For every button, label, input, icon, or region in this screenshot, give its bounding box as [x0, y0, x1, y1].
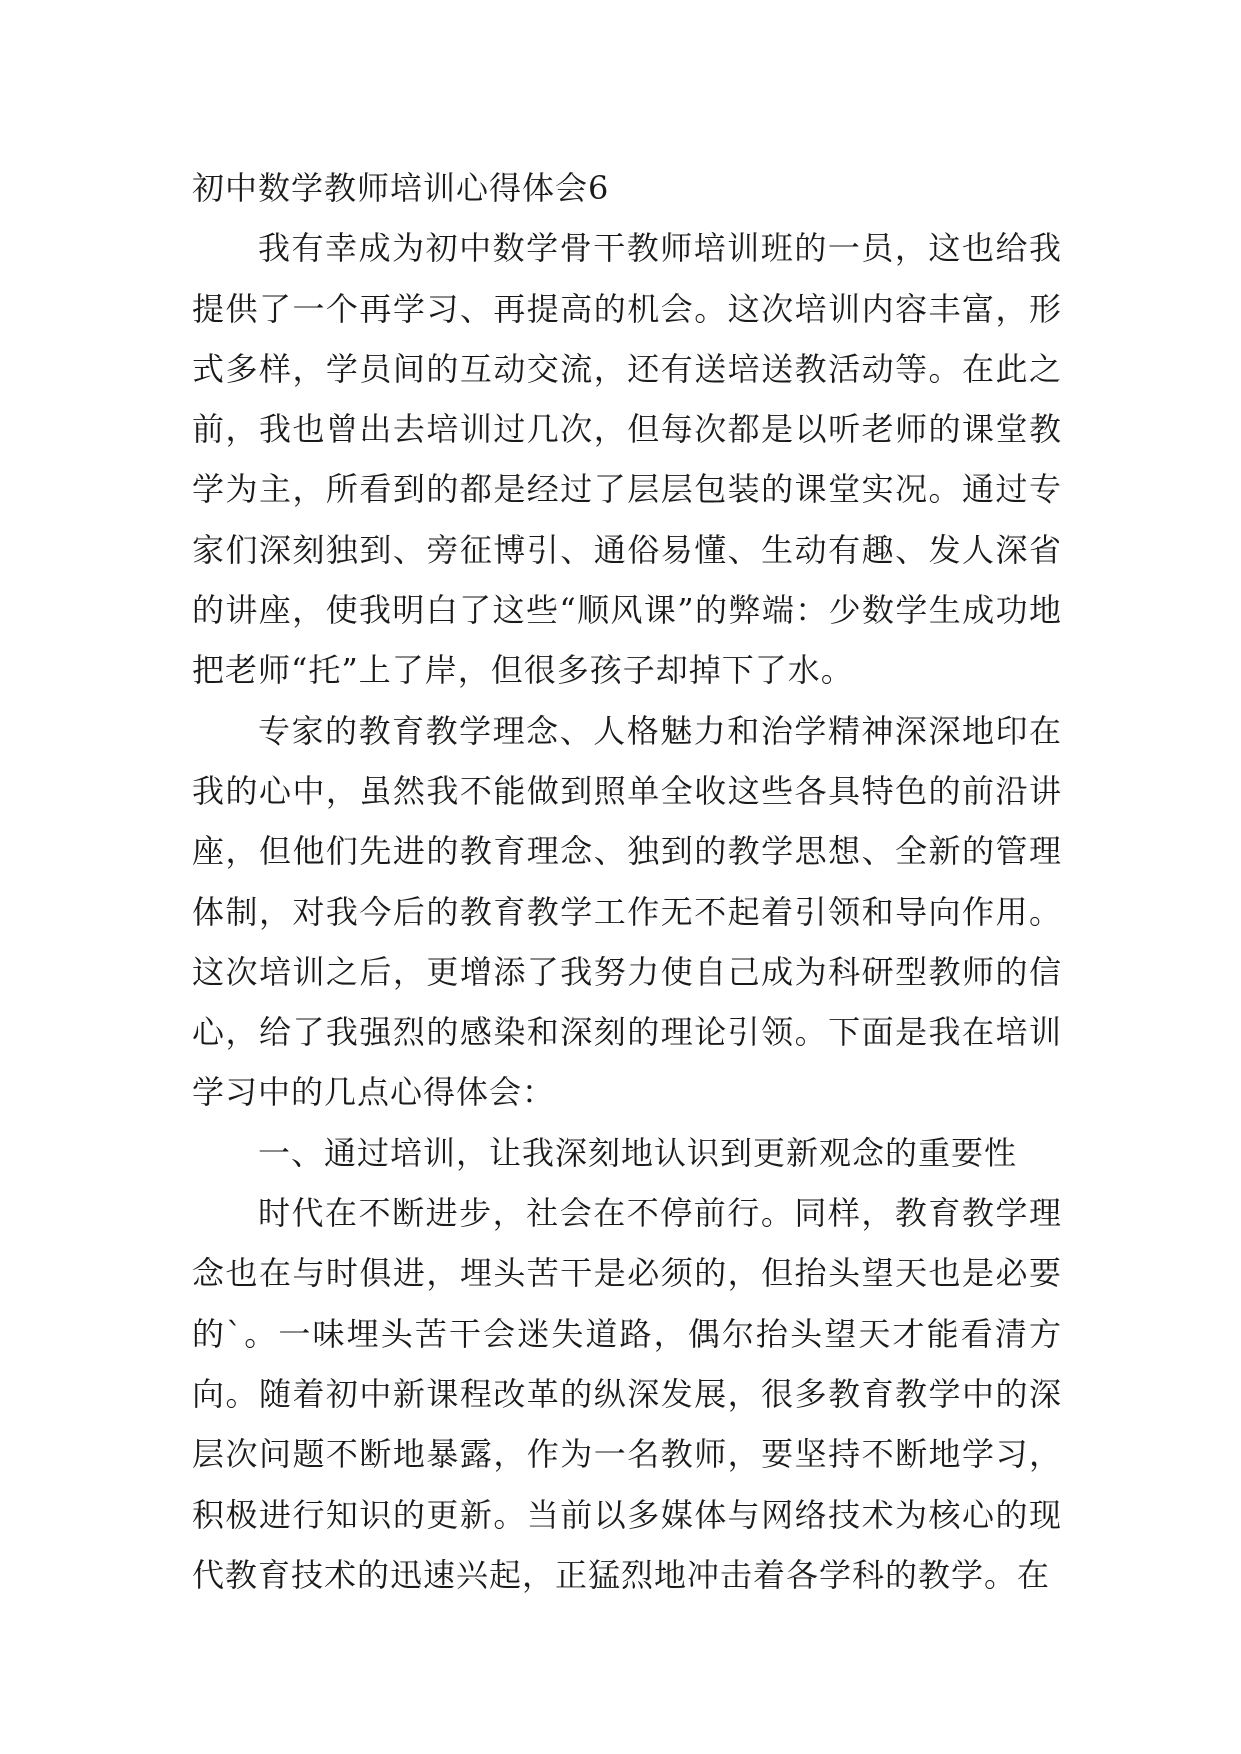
paragraph-intro: 我有幸成为初中数学骨干教师培训班的一员，这也给我提供了一个再学习、再提高的机会。这次培训内容丰富，形式多样，学员间的互动交流，还有送培送教活动等。在此之前，我也曾出去培训过几次，但每次都是以听老师的课堂教学为主，所看到的都是经过了层层包装的课堂实况。通过专家们深刻独到、旁征博引、通俗易懂、生动有趣、发人深省的讲座，使我明白了这些“顺风课”的弊端：少数学生成功地把老师“托”上了岸，但很多孩子却掉下了水。 [192, 229, 1062, 690]
section-heading-1: 一、通过培训，让我深刻地认识到更新观念的重要性 [258, 1133, 1018, 1172]
document-body [192, 158, 1062, 1605]
document-title: 初中数学教师培训心得体会6 [192, 169, 610, 207]
paragraph-section-1: 时代在不断进步，社会在不停前行。同样，教育教学理念也在与时俱进，埋头苦干是必须的，但抬头望天也是必要的`。一味埋头苦干会迷失道路，偶尔抬头望天才能看清方向。随着初中新课程改革的纵深发展，很多教育教学中的深层次问题不断地暴露，作为一名教师，要坚持不断地学习，积极进行知识的更新。当前以多媒体与网络技术为核心的现代教育技术的迅速兴起，正猛烈地冲击着各学科的教学。在 [192, 1194, 1062, 1594]
paragraph-experts: 专家的教育教学理念、人格魅力和治学精神深深地印在我的心中，虽然我不能做到照单全收这些各具特色的前沿讲座，但他们先进的教育理念、独到的教学思想、全新的管理体制，对我今后的教育教学工作无不起着引领和导向作用。这次培训之后，更增添了我努力使自己成为科研型教师的信心，给了我强烈的感染和深刻的理论引领。下面是我在培训学习中的几点心得体会： [192, 711, 1062, 1112]
